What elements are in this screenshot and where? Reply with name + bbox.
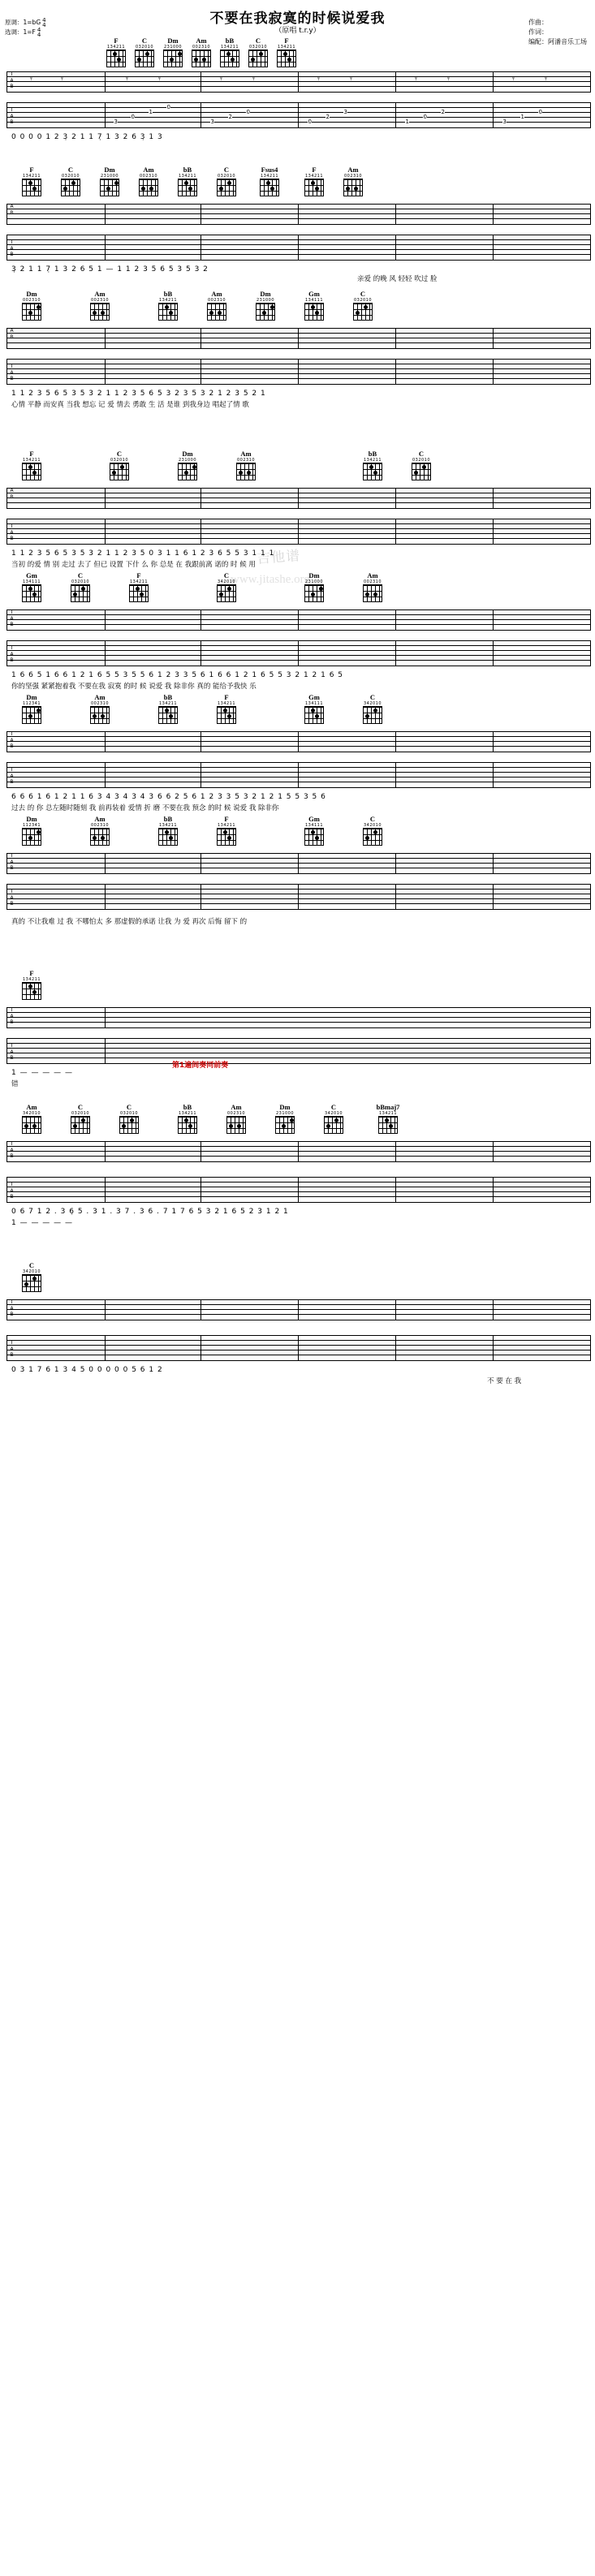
- chord-grid: [22, 1274, 41, 1292]
- chord-grid: [61, 179, 80, 196]
- chord-grid: [90, 706, 110, 724]
- chord-grid: [353, 303, 373, 321]
- chord-grid: [412, 463, 431, 480]
- chord-grid: [217, 706, 236, 724]
- chord-grid: [22, 463, 41, 480]
- chord-diagram-c: C 342010: [360, 816, 385, 846]
- chord-grid: [22, 584, 41, 602]
- lyric-line: 过去 的 你 总左随时随刻 我 前再装着 爱情 折 磨 不要在我 预念 的时 候 说爱 我 除非你: [11, 804, 279, 812]
- lyric-line: 亲爱 的晚 风 轻轻 吹过 脸: [357, 275, 438, 283]
- number-notation-line: 1 1 2 3 5 6 5 3 5 3 2 1 1 2 3 5 6 5 3 2 3 5 3 2 1 2 3 5 2 1: [11, 390, 266, 398]
- chord-diagram-c2: C 032010: [246, 37, 270, 67]
- chord-grid: [275, 1116, 295, 1134]
- chord-grid: [220, 50, 239, 67]
- chord-diagram-f: F 134211: [19, 166, 44, 196]
- chord-diagram-c: C 342010: [360, 694, 385, 724]
- tab-staff: [6, 519, 591, 545]
- number-notation-line: 0 6 7 1 2 . 3 6̣ 5 . 3 1 . 3 7 . 3 6 . 7 1 7 6 5 3 2 1 6 5 2 3 1 2 1: [11, 1208, 289, 1216]
- chord-diagram-am: Am 002310: [88, 291, 112, 321]
- chord-diagram-dm: Dm 002310: [19, 291, 44, 321]
- system-9: [0, 1104, 595, 1226]
- tab-staff: T A B 3 0 1 0 3 2 0 0 2 3 1 0 2 3 1 0: [6, 102, 591, 128]
- chord-grid: [119, 1116, 139, 1134]
- chord-grid: [139, 179, 158, 196]
- tab-staff: [6, 1177, 591, 1203]
- chord-diagram-c2: C 032010: [117, 1104, 141, 1134]
- chord-diagram-dm: Dm 231000: [97, 166, 122, 196]
- system-3: [0, 291, 595, 408]
- chord-diagram-am: Am 002310: [189, 37, 213, 67]
- chord-diagram-am: Am 002310: [136, 166, 161, 196]
- chord-grid: [22, 1116, 41, 1134]
- chord-diagram-c: C 032010: [107, 450, 132, 480]
- chord-grid: [363, 463, 382, 480]
- chord-grid: [378, 1116, 398, 1134]
- chord-diagram-gm: Gm 134111: [302, 694, 326, 724]
- tab-clef: T A B: [10, 767, 14, 785]
- notation-staff: [6, 853, 591, 874]
- chord-grid: [129, 584, 149, 602]
- number-notation-line: 1 1 2 3 5 6 5 3 5 3 2 1 1 2 3 5 0 3 1 1 6 1 2 3 6 5 5 3 1 1 1: [11, 549, 275, 558]
- chord-grid: [71, 584, 90, 602]
- chord-grid: [304, 706, 324, 724]
- tab-clef: T A B: [10, 1299, 14, 1317]
- chord-diagram-fsus4: Fsus4 134211: [253, 166, 286, 196]
- number-notation-line: 1 — — — — —: [11, 1069, 74, 1077]
- lyric-line: 不 要 在 我: [487, 1377, 522, 1385]
- lyric-line: 真的 不让我难 过 我 不哪怕太 多 那虚假的承诺 让我 为 爱 再次 后悔 留下 的: [11, 918, 248, 926]
- chord-grid: [22, 828, 41, 846]
- number-notation-line: 1 6 6 5 1 6 6 1 2 1 6 5 5 3 5 5 6 1 2 3 3 5 6 1 6 6 1 2 1 6 5 5 3 2 1 2 1 6 5: [11, 671, 344, 679]
- number-notation-line: 0 0 0 0 1 2 3̣ 2 1 1 7̣ 1 3 2 6 3̣ 1 3: [11, 133, 163, 141]
- chord-grid: [217, 179, 236, 196]
- chord-diagram-am2: Am 002310: [341, 166, 365, 196]
- chord-grid: [178, 179, 197, 196]
- chord-diagram-bb: bB 134211: [175, 1104, 200, 1134]
- chord-grid: [363, 584, 382, 602]
- tab-clef: T A B: [10, 610, 14, 627]
- time-signature-1: 4 4: [42, 17, 46, 28]
- chord-diagram-bb: bB 134211: [156, 291, 180, 321]
- chord-diagram-c: C 032010: [132, 37, 157, 67]
- chord-diagram-bbmaj7: bBmaj7 134211: [370, 1104, 406, 1134]
- chord-diagram-f: F 134211: [19, 450, 44, 480]
- notation-staff: [6, 1299, 591, 1320]
- chord-grid: [106, 50, 126, 67]
- chord-grid: [22, 982, 41, 1000]
- chord-diagram-f: F 134211: [214, 816, 239, 846]
- chord-grid: [304, 828, 324, 846]
- chord-grid: [226, 1116, 246, 1134]
- number-notation-line: 3̣ 2 1 1 7̣ 1 3 2 6 5 1 — 1 1 2 3 5 6 5 3 5 3 2: [11, 265, 209, 274]
- chord-grid: [304, 179, 324, 196]
- chord-grid: [277, 50, 296, 67]
- lyric-line: 错: [11, 1080, 19, 1088]
- chord-diagram-dm: Dm 231000: [302, 572, 326, 602]
- tab-staff: [6, 640, 591, 666]
- chord-diagram-f2: F 134211: [274, 37, 299, 67]
- chord-grid: [192, 50, 211, 67]
- tab-clef: T A B: [10, 523, 14, 541]
- tab-staff: [6, 762, 591, 788]
- chord-diagram-bb: bB 134211: [218, 37, 242, 67]
- number-notation-line: 0 3 1 7 6 1 3 4 5 0 0 0 0 0 5 6 1 2: [11, 1366, 163, 1374]
- chord-diagram-c2: C 342010: [214, 572, 239, 602]
- time-signature-2: 4 4: [37, 27, 41, 38]
- chord-grid: [178, 463, 197, 480]
- system-2: [0, 166, 595, 284]
- tab-clef: T A B: [10, 239, 14, 257]
- lyric-line: 你的坚强 紧紧抱着我 不要在我 寂寞 的时 候 说爱 我 除非你 真的 能给予我快 乐: [11, 683, 257, 691]
- chord-diagram-c3: C 342010: [321, 1104, 346, 1134]
- chord-grid: [178, 1116, 197, 1134]
- chord-diagram-bb: bB 134211: [156, 694, 180, 724]
- chord-grid: [71, 1116, 90, 1134]
- key-meta: [5, 18, 46, 37]
- chord-grid: [158, 706, 178, 724]
- chord-diagram-f: F 134211: [214, 694, 239, 724]
- tab-clef: T A B: [10, 645, 14, 663]
- tab-staff: [6, 1038, 591, 1064]
- chord-diagram-c: C 342010: [19, 1262, 44, 1292]
- chord-grid: [207, 303, 226, 321]
- chord-grid: [217, 828, 236, 846]
- notation-staff: [6, 328, 591, 349]
- chord-diagram-bb: bB 134211: [156, 816, 180, 846]
- arranger-credit: 编配：阿潘音乐工场: [528, 38, 587, 45]
- tab-clef: T A B: [10, 853, 14, 871]
- chord-diagram-am2: Am 002310: [224, 1104, 248, 1134]
- chord-grid: [256, 303, 275, 321]
- chord-grid: [236, 463, 256, 480]
- chord-diagram-f: F 134211: [104, 37, 128, 67]
- chord-diagram-f: F 134211: [127, 572, 151, 602]
- notation-staff: [6, 488, 591, 509]
- chord-grid: [135, 50, 154, 67]
- system-5: [0, 572, 595, 690]
- system-10: [0, 1262, 595, 1384]
- tab-staff: [6, 235, 591, 261]
- chord-grid: [304, 303, 324, 321]
- chord-diagram-am2: Am 002310: [205, 291, 229, 321]
- watermark-logo: 吉他谱: [256, 548, 301, 566]
- system-7: [0, 816, 595, 933]
- chord-grid: [100, 179, 119, 196]
- notation-staff: [6, 1007, 591, 1028]
- tab-clef: T A B: [10, 1340, 14, 1358]
- chord-diagram-bb: bB 134211: [175, 166, 200, 196]
- chord-grid: [22, 706, 41, 724]
- system-6: [0, 694, 595, 812]
- tab-clef: T A B: [10, 1141, 14, 1159]
- chord-grid: [158, 828, 178, 846]
- chord-grid: [260, 179, 279, 196]
- chord-diagram-c: C 032010: [68, 1104, 93, 1134]
- tab-clef: A B: [10, 204, 14, 216]
- chord-diagram-dm2: Dm 231000: [253, 291, 278, 321]
- tab-staff: [6, 359, 591, 385]
- chord-grid: [248, 50, 268, 67]
- chord-grid: [324, 1116, 343, 1134]
- lyric-line: 1 — — — — —: [11, 1219, 74, 1227]
- tab-staff: [6, 884, 591, 910]
- notation-staff: T A B 𝄾 𝄾 𝄾 𝄾 𝄾 𝄾 𝄾 𝄾 𝄾 𝄾 𝄾 𝄾: [6, 71, 591, 93]
- lyric-line: 心情 平静 而安真 当我 想忘 记 爱 情去 勇敢 生 活 是谁 到我身边 唱起了情 歌: [11, 401, 249, 409]
- notation-staff: [6, 610, 591, 631]
- selected-key-label: 选调：: [5, 28, 24, 36]
- interlude-note: 第1遍间奏同前奏: [172, 1062, 229, 1070]
- chord-diagram-f: F 134211: [19, 970, 44, 1000]
- tab-staff: [6, 1335, 591, 1361]
- chord-diagram-c2: C 032010: [409, 450, 433, 480]
- chord-diagram-am: Am 002310: [88, 694, 112, 724]
- chord-grid: [90, 303, 110, 321]
- chord-diagram-dm: Dm 231000: [175, 450, 200, 480]
- tab-clef: A B: [10, 328, 14, 340]
- chord-grid: [110, 463, 129, 480]
- chord-diagram-am: Am 002310: [88, 816, 112, 846]
- chord-grid: [90, 828, 110, 846]
- tab-clef: T A B: [10, 731, 14, 749]
- chord-diagram-gm: Gm 134111: [19, 572, 44, 602]
- chord-diagram-c: C 032010: [58, 166, 83, 196]
- chord-grid: [163, 50, 183, 67]
- lyric-line: 当初 的爱 情 别 走过 去了 但已 设置 下什 么 你 总是 在 我跟前离 诺的 时 候 用: [11, 561, 256, 569]
- chord-grid: [363, 706, 382, 724]
- chord-diagram-c: C 032010: [351, 291, 375, 321]
- composer-credit: 作曲：: [528, 19, 548, 26]
- chord-diagram-gm: Gm 134111: [302, 816, 326, 846]
- lyricist-credit: 作词：: [528, 28, 548, 36]
- tab-clef: T A B: [10, 364, 14, 381]
- chord-diagram-gm: Gm 134111: [302, 291, 326, 321]
- chord-diagram-am: Am 342010: [19, 1104, 44, 1134]
- notation-staff: [6, 731, 591, 752]
- watermark-site: www.jitashe.org: [231, 573, 310, 586]
- notation-staff: [6, 204, 591, 225]
- tab-clef: T A B: [10, 107, 14, 125]
- chord-grid: [158, 303, 178, 321]
- chord-grid: [22, 303, 41, 321]
- chord-grid: [22, 179, 41, 196]
- chord-grid: [343, 179, 363, 196]
- page-subtitle: （原唱 t.r.y）: [274, 27, 321, 35]
- tab-clef: T A B: [10, 1182, 14, 1200]
- chord-grid: [363, 828, 382, 846]
- page-title: 不要在我寂寞的时候说爱我: [209, 11, 386, 27]
- tab-clef: T A B: [10, 889, 14, 907]
- number-notation-line: 6 6 6 1 6 1 2 1 1 6 3 4 3 4 3 4 3 6 6 2 5 6 1 2 3 3 5 3 2 1 2 1 5 5 3 5 6: [11, 793, 326, 801]
- system-1: [0, 37, 595, 143]
- chord-grid: [217, 584, 236, 602]
- tab-clef: T A B: [10, 1043, 14, 1061]
- chord-diagram-dm: Dm 231000: [273, 1104, 297, 1134]
- chord-diagram-am: Am 002310: [360, 572, 385, 602]
- chord-diagram-dm: Dm 112341: [19, 694, 44, 724]
- system-4: [0, 450, 595, 568]
- chord-diagram-dm: Dm 112341: [19, 816, 44, 846]
- original-key-value: 1=bG: [23, 19, 41, 26]
- tab-clef: A B: [10, 488, 14, 500]
- notation-staff: [6, 1141, 591, 1162]
- tab-clef: T A B: [10, 1007, 14, 1025]
- chord-diagram-bb: bB 134211: [360, 450, 385, 480]
- chord-diagram-dm: Dm 231000: [161, 37, 185, 67]
- chord-diagram-c2: C 032010: [214, 166, 239, 196]
- chord-diagram-c: C 032010: [68, 572, 93, 602]
- chord-diagram-f3: F 134211: [302, 166, 326, 196]
- original-key-label: 原调：: [5, 19, 24, 26]
- tab-clef: T A B: [10, 71, 14, 89]
- selected-key-value: 1=F: [23, 28, 36, 36]
- system-8: [0, 969, 595, 1088]
- chord-diagram-am: Am 002310: [234, 450, 258, 480]
- chord-grid: [304, 584, 324, 602]
